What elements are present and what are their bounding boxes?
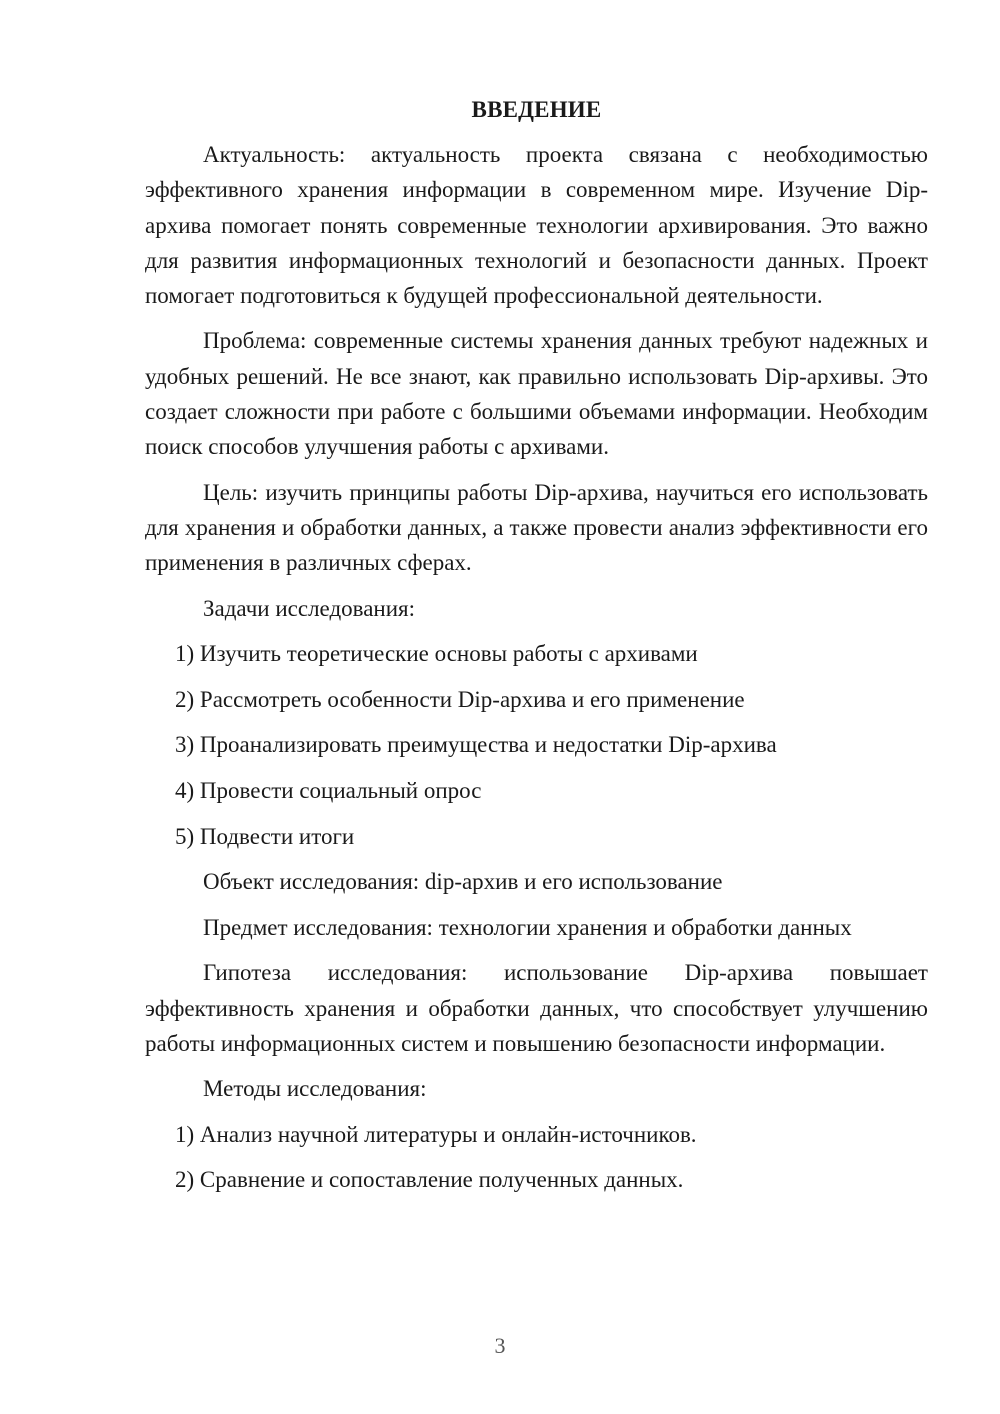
- hypothesis-paragraph: Гипотеза исследования: использование Dip-архива повышает эффективность хранения и обработки данных, что способствует улучшению работы информационных систем и повышению безопасности информации.: [145, 960, 928, 1056]
- tasks-list: [145, 636, 928, 854]
- list-item: 5) Подвести итоги: [175, 823, 355, 849]
- list-item: 3) Проанализировать преимущества и недостатки Dip-архива: [175, 732, 777, 758]
- tasks-heading: Задачи исследования:: [203, 595, 416, 621]
- page-title: ВВЕДЕНИЕ: [471, 97, 602, 122]
- list-item: 2) Сравнение и сопоставление полученных данных.: [175, 1167, 684, 1193]
- methods-heading: Методы исследования:: [203, 1076, 427, 1102]
- document-page: [145, 95, 928, 1208]
- goal-paragraph: Цель: изучить принципы работы Dip-архива, научиться его использовать для хранения и обработки данных, а также провести анализ эффективности его применения в различных сферах.: [145, 479, 928, 576]
- subject-paragraph: Предмет исследования: технологии хранения и обработки данных: [203, 914, 852, 940]
- list-item: 1) Анализ научной литературы и онлайн-источников.: [175, 1121, 697, 1147]
- list-item: 1) Изучить теоретические основы работы с архивами: [175, 641, 698, 667]
- relevance-paragraph: Актуальность: актуальность проекта связана с необходимостью эффективного хранения информации в современном мире. Изучение Dip-архива помогает понять современные технологии архивирования. Это важно для развития информационных технологий и безопасности данных. Проект помогает подготовиться к будущей профессиональной деятельности.: [145, 142, 928, 309]
- object-paragraph: Объект исследования: dip-архив и его использование: [203, 869, 723, 895]
- page-number: 3: [494, 1333, 506, 1358]
- problem-paragraph: Проблема: современные системы хранения данных требуют надежных и удобных решений. Не все знают, как правильно использовать Dip-архивы. Это создает сложности при работе с большими объемами информации. Необходим поиск способов улучшения работы с архивами.: [145, 328, 928, 460]
- methods-list: [145, 1117, 928, 1198]
- list-item: 2) Рассмотреть особенности Dip-архива и его применение: [175, 686, 745, 712]
- list-item: 4) Провести социальный опрос: [175, 777, 482, 803]
